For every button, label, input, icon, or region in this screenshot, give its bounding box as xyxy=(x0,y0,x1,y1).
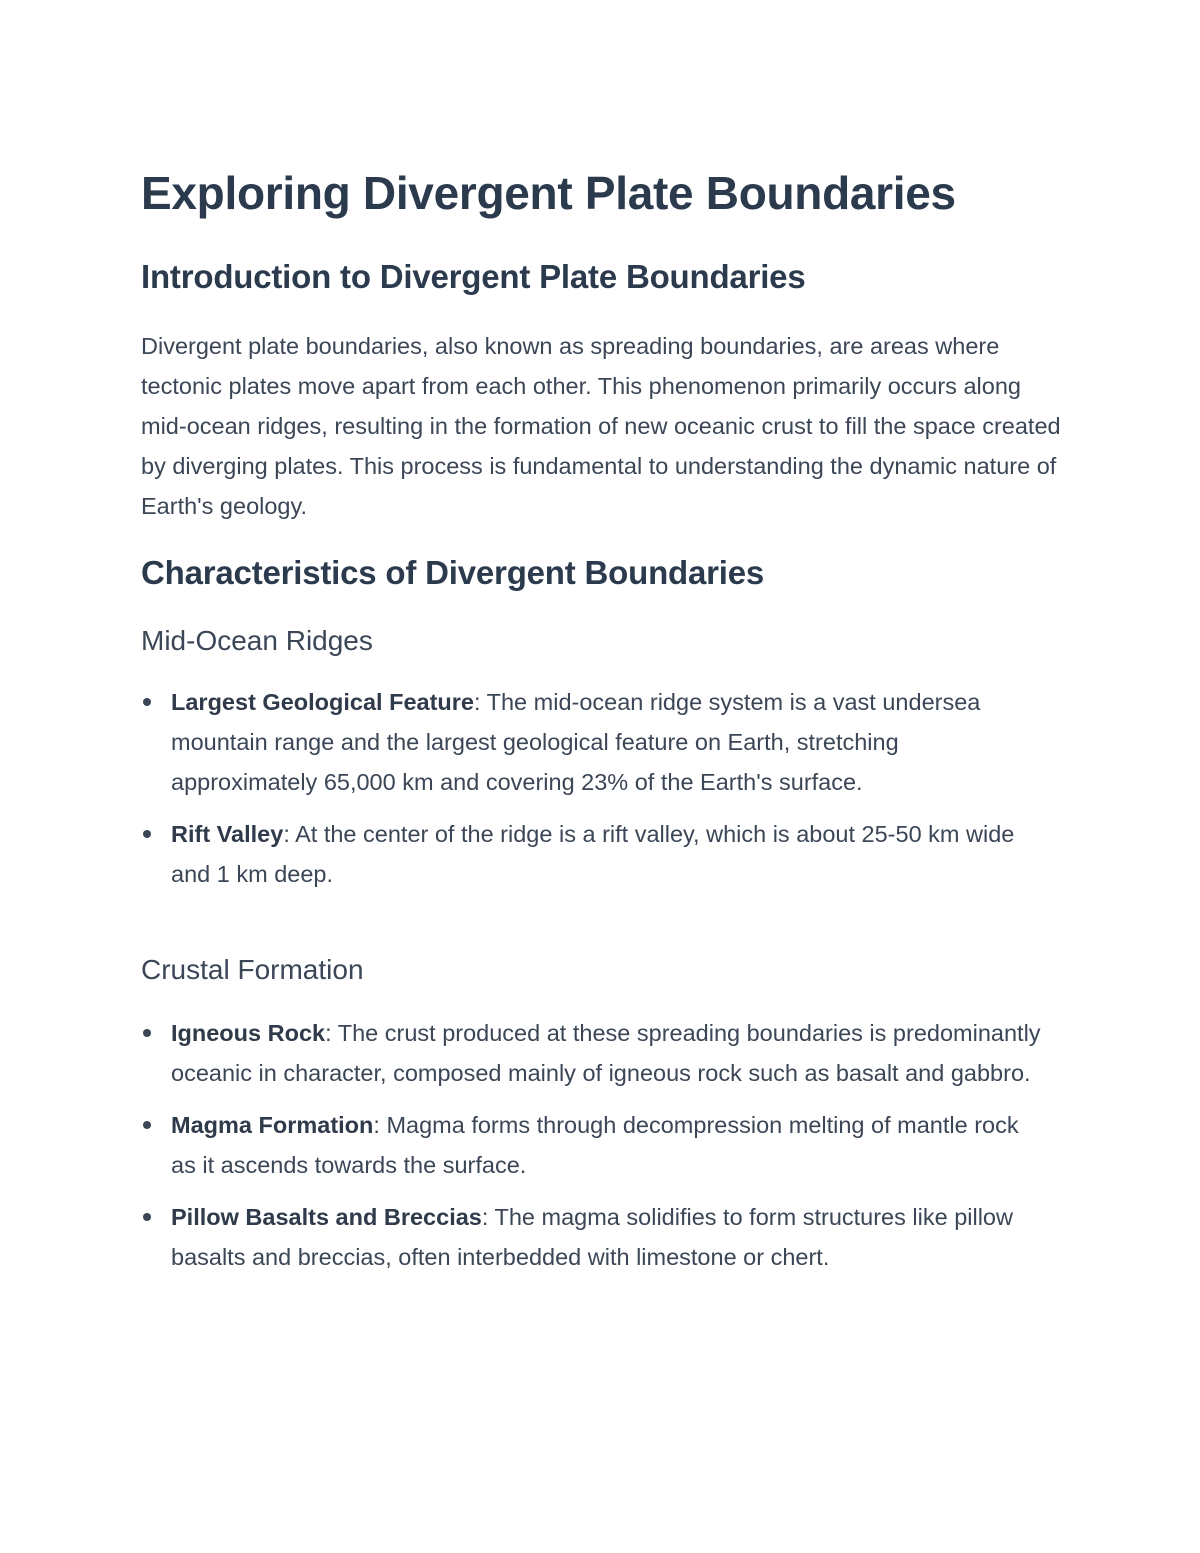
list-item-text: : The crust produced at these spreading boundaries is predominantly oceanic in character, composed mainly of igneous rock such as basalt and gabbro. xyxy=(171,1020,1041,1086)
subsection-heading-mid-ocean-ridges: Mid-Ocean Ridges xyxy=(141,625,373,656)
bullet-icon xyxy=(143,830,151,838)
list-item-text: : The mid-ocean ridge system is a vast undersea mountain range and the largest geological feature on Earth, stretching approximately 65,000 km and covering 23% of the Earth's surface. xyxy=(171,689,981,795)
bullet-icon xyxy=(143,1121,151,1129)
document-title: Exploring Divergent Plate Boundaries xyxy=(141,167,956,219)
bullet-icon xyxy=(143,698,151,706)
mid-ocean-ridges-list xyxy=(141,682,1041,906)
introduction-paragraph: Divergent plate boundaries, also known as spreading boundaries, are areas where tectonic plates move apart from each other. This phenomenon primarily occurs along mid-ocean ridges, resulting in the formation of new oceanic crust to fill the space created by diverging plates. This process is fundamental to understanding the dynamic nature of Earth's geology. xyxy=(141,333,1061,519)
list-item xyxy=(141,1197,1041,1277)
crustal-formation-list xyxy=(141,1013,1041,1289)
bullet-icon xyxy=(143,1029,151,1037)
list-item xyxy=(141,814,1041,894)
list-item-text: : The magma solidifies to form structures like pillow basalts and breccias, often interbedded with limestone or chert. xyxy=(171,1204,1013,1270)
subsection-heading-crustal-formation: Crustal Formation xyxy=(141,954,364,985)
list-item xyxy=(141,682,1041,802)
list-item-term: Igneous Rock xyxy=(171,1020,326,1046)
list-item-text: : Magma forms through decompression melting of mantle rock as it ascends towards the surface. xyxy=(171,1112,1019,1178)
bullet-icon xyxy=(143,1213,151,1221)
list-item xyxy=(141,1105,1041,1185)
list-item xyxy=(141,1013,1041,1093)
list-item-term: Rift Valley xyxy=(171,821,284,847)
section-heading-characteristics: Characteristics of Divergent Boundaries xyxy=(141,554,765,591)
list-item-term: Pillow Basalts and Breccias xyxy=(171,1204,482,1230)
list-item-term: Largest Geological Feature xyxy=(171,689,474,715)
section-heading-introduction: Introduction to Divergent Plate Boundaries xyxy=(141,258,806,295)
list-item-text: : At the center of the ridge is a rift valley, which is about 25-50 km wide and 1 km deep. xyxy=(171,821,1015,887)
list-item-term: Magma Formation xyxy=(171,1112,374,1138)
